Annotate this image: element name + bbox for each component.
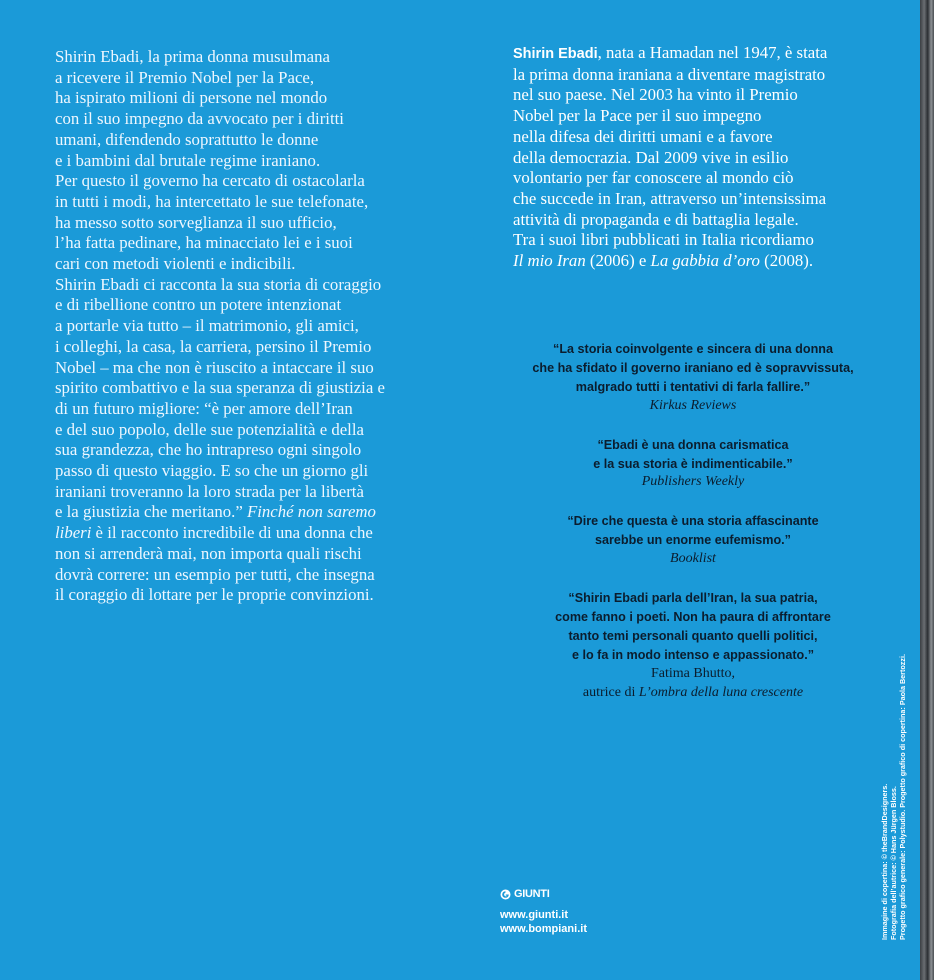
description-line: il coraggio di lottare per le proprie convinzioni. [55,585,374,605]
book-description [55,47,415,606]
bio-line: volontario per far conoscere al mondo ciò [513,168,794,188]
description-line: i colleghi, la casa, la carriera, persino il Premio [55,336,372,356]
bio-text: (2006) e [585,251,651,271]
book-title-italic: L’ombra della luna crescente [638,684,804,700]
description-line: spirito combattivo e la sua speranza di giustizia e [55,378,385,398]
quote-line: che ha sfidato il governo iraniano ed è sopravvissuta, [532,360,854,375]
credit-line: Fotografia dell’autrice: © Hans Jürgen Bloss. [889,786,898,940]
description-line [55,502,415,523]
quote-line: “La storia coinvolgente e sincera di una donna [553,342,833,356]
description-line: l’ha fatta pedinare, ha minacciato lei e i suoi [55,233,353,253]
book-title-italic: liberi [55,523,92,543]
website-giunti-link[interactable]: www.giunti.it [500,909,569,921]
description-line [55,523,415,544]
quote-line: e lo fa in modo intenso e appassionato.” [571,647,815,662]
description-line: a portarle via tutto – il matrimonio, gli amici, [55,316,359,336]
quote-kirkus [513,340,873,416]
author-bio [513,43,873,272]
quote-line: sarebbe un enorme eufemismo.” [595,533,791,548]
description-line: iraniani troveranno la loro strada per la libertà [55,481,364,501]
bio-line: Tra i suoi libri pubblicati in Italia ricordiamo [513,230,814,250]
description-line: non si arrenderà mai, non importa quali rischi [55,543,362,563]
quote-line: “Shirin Ebadi parla dell’Iran, la sua patria, [568,591,818,606]
description-line: con il suo impegno da avvocato per i diritti [55,109,344,129]
book-title-italic: Il mio Iran [513,251,586,271]
quote-source: Booklist [670,551,716,567]
description-line: ha ispirato milioni di persone nel mondo [55,88,328,108]
quote-line: “Dire che questa è una storia affascinante [567,514,819,529]
description-line: e del suo popolo, delle sue potenzialità e della [55,419,364,439]
website-bompiani-link[interactable]: www.bompiani.it [500,923,587,935]
bio-line: nel suo paese. Nel 2003 ha vinto il Premio [513,85,798,105]
quote-line: “Ebadi è una donna carismatica [597,437,789,452]
quote-source: Fatima Bhutto, [651,665,735,681]
description-text: è il racconto incredibile di una donna che [91,523,373,543]
description-text: e la giustizia che meritano.” [55,502,243,522]
bio-line [513,251,873,272]
description-line: passo di questo viaggio. E so che un giorno gli [55,461,369,481]
description-line: cari con metodi violenti e indicibili. [55,254,296,274]
description-line: Per questo il governo ha cercato di ostacolarla [55,171,365,191]
description-line: sua grandezza, che ho intrapreso ogni singolo [55,440,362,460]
description-line: di un futuro migliore: “è per amore dell’Iran [55,398,353,418]
quote-fatima-bhutto [513,589,873,702]
review-quotes [513,340,873,723]
cover-edge-photo [920,0,934,980]
giunti-logo [500,888,587,900]
bio-line: Nobel per la Pace per il suo impegno [513,106,762,126]
quote-line: malgrado tutti i tentativi di farla fallire.” [575,379,811,394]
bio-line: della democrazia. Dal 2009 vive in esilio [513,147,789,167]
bio-line: attività di propaganda e di battaglia legale. [513,209,799,229]
bio-line [513,43,873,65]
giunti-logo-icon [500,889,511,900]
author-name: Shirin Ebadi [513,46,598,62]
description-line: Shirin Ebadi ci racconta la sua storia di coraggio [55,274,382,294]
book-title-italic: Finché non saremo [246,502,376,522]
credit-line: Progetto grafico generale: Polystudio. Progetto grafico di copertina: Paola Bertozzi. [898,654,907,940]
quote-publishers-weekly [513,436,873,493]
bio-text: , nata a Hamadan nel 1947, è stata [597,43,828,62]
quote-line: e la sua storia è indimenticabile.” [593,456,793,471]
quote-source: Kirkus Reviews [649,397,737,413]
quote-line: come fanno i poeti. Non ha paura di affrontare [555,609,831,624]
publisher-block [500,888,587,936]
description-line: a ricevere il Premio Nobel per la Pace, [55,67,315,87]
description-line: Shirin Ebadi, la prima donna musulmana [55,47,330,66]
quote-source-prefix: autrice di [582,684,639,700]
description-line: e i bambini dal brutale regime iraniano. [55,150,321,170]
description-line: e di ribellione contro un potere intenzionat [55,295,342,315]
description-line: dovrà correre: un esempio per tutti, che insegna [55,564,375,584]
description-line: Nobel – ma che non è riuscito a intaccare il suo [55,357,374,377]
bio-text: (2008). [759,251,814,271]
description-line: umani, difendendo soprattutto le donne [55,129,319,149]
description-line: ha messo sotto sorveglianza il suo ufficio, [55,212,337,232]
credit-line: Immagine di copertina: © theBrandDesigners. [880,783,889,940]
quote-booklist [513,512,873,569]
book-title-italic: La gabbia d’oro [650,251,760,271]
quote-source: Publishers Weekly [641,474,745,490]
bio-line: la prima donna iraniana a diventare magistrato [513,64,826,84]
giunti-logo-text: GIUNTI [514,888,550,900]
bio-line: nella difesa dei diritti umani e a favore [513,126,773,146]
bio-line: che succede in Iran, attraverso un’intensissima [513,188,827,208]
image-credits [880,654,907,940]
quote-source [513,684,873,703]
quote-line: tanto temi personali quanto quelli politici, [568,628,818,643]
description-line: in tutti i modi, ha intercettato le sue telefonate, [55,191,369,211]
